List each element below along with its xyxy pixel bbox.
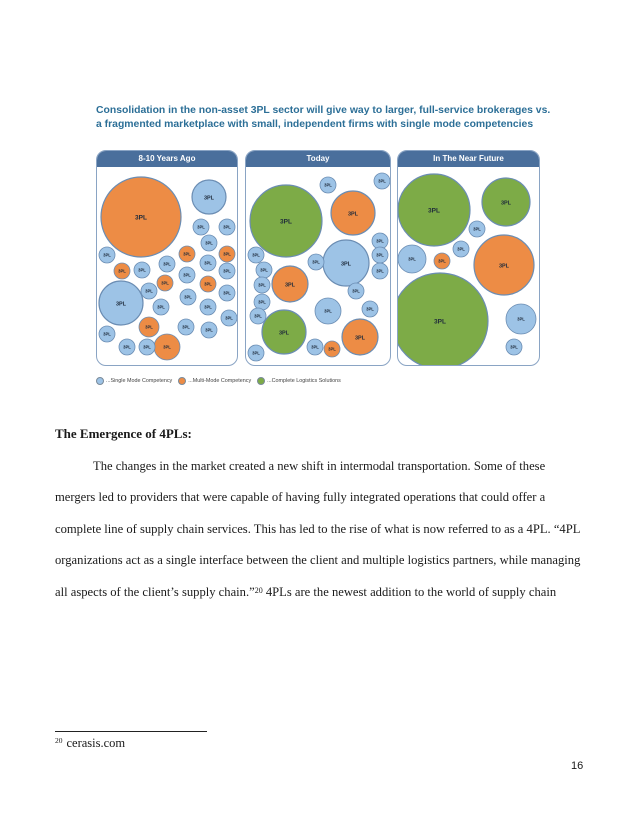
bubble-single (221, 310, 237, 326)
bubble-label: 3PL (203, 195, 215, 202)
bubble-label: 3PL (324, 308, 332, 314)
figure-legend (96, 375, 341, 387)
bubble-multi (200, 276, 216, 292)
bubble-single (372, 247, 388, 263)
bubble-single (348, 283, 364, 299)
bubble-single (201, 235, 217, 251)
bubble-single (200, 299, 216, 315)
bubble-label: 3PL (145, 324, 153, 330)
bubble-multi (219, 246, 235, 262)
bubble-label: 3PL (312, 259, 320, 265)
bubble-label: 3PL (205, 240, 213, 246)
figure-title-line-2: a fragmented marketplace with small, independent firms with single mode competencies (96, 119, 534, 130)
bubble-single (320, 177, 336, 193)
bubble-single (99, 247, 115, 263)
bubble-single (139, 339, 155, 355)
panel-bubbles (97, 167, 238, 365)
bubble-label: 3PL (457, 246, 465, 252)
bubble-single (219, 263, 235, 279)
bubble-label: 3PL (183, 251, 191, 257)
legend-complete-swatch (257, 377, 265, 385)
bubble-label: 3PL (354, 335, 366, 342)
bubble-label: 3PL (408, 256, 416, 262)
bubble-label: 3PL (163, 261, 171, 267)
bubble-label: 3PL (182, 324, 190, 330)
panel-title: Today (246, 151, 390, 167)
bubble-complete (250, 185, 322, 257)
paragraph-line: The changes in the market created a new shift in intermodal transportation. Some of these (93, 459, 546, 473)
bubble-multi (324, 341, 340, 357)
bubble-label: 3PL (135, 214, 147, 222)
bubble-label: 3PL (118, 268, 126, 274)
bubble-multi (474, 235, 534, 295)
bubble-single (99, 326, 115, 342)
bubble-label: 3PL (123, 344, 131, 350)
bubble-label: 3PL (473, 226, 481, 232)
bubble-multi (272, 266, 308, 302)
bubble-single (506, 304, 536, 334)
bubble-label: 3PL (428, 207, 440, 215)
panel-bubbles (398, 167, 540, 365)
bubble-single (159, 256, 175, 272)
bubble-single (453, 241, 469, 257)
bubble-single (119, 339, 135, 355)
page-number: 16 (571, 760, 584, 772)
paragraph-line: mergers led to providers that were capable of having fully integrated operations that could offer a (55, 490, 546, 505)
bubble-label: 3PL (252, 252, 260, 258)
bubble-label: 3PL (278, 330, 290, 337)
bubble-label: 3PL (352, 288, 360, 294)
body-paragraph (55, 451, 585, 608)
bubble-single (134, 262, 150, 278)
bubble-label: 3PL (103, 252, 111, 258)
bubble-label: 3PL (284, 282, 296, 289)
bubble-label: 3PL (225, 315, 233, 321)
bubble-label: 3PL (340, 261, 352, 268)
bubble-single (506, 339, 522, 355)
panel-title: In The Near Future (398, 151, 539, 167)
bubble-single (307, 339, 323, 355)
bubble-label: 3PL (204, 281, 212, 287)
bubble-label: 3PL (376, 268, 384, 274)
bubble-label: 3PL (197, 224, 205, 230)
bubble-multi (114, 263, 130, 279)
footnote (55, 736, 125, 751)
bubble-label: 3PL (280, 218, 292, 226)
bubble-complete (398, 273, 488, 365)
bubble-label: 3PL (161, 280, 169, 286)
bubble-single (141, 283, 157, 299)
paragraph-line: complete line of supply chain services. This has led to the rise of what is now referred to as a 4PL. “4PL (55, 521, 581, 536)
footnote-text: cerasis.com (66, 736, 126, 750)
bubble-label: 3PL (376, 238, 384, 244)
bubble-multi (154, 334, 180, 360)
bubble-label: 3PL (223, 268, 231, 274)
bubble-label: 3PL (347, 211, 359, 218)
bubble-label: 3PL (204, 304, 212, 310)
legend-single-label: ...Single Mode Competency (106, 378, 173, 384)
bubble-label: 3PL (103, 331, 111, 337)
figure-title-line-1: Consolidation in the non-asset 3PL sector will give way to larger, full-service brokerages vs. (96, 105, 551, 116)
bubble-label: 3PL (328, 346, 336, 352)
bubble-label: 3PL (204, 260, 212, 266)
bubble-single (219, 285, 235, 301)
bubble-single (193, 219, 209, 235)
section-heading: The Emergence of 4PLs: (55, 426, 192, 441)
last-line-after: 4PLs are the newest addition to the world of supply chain (262, 584, 557, 599)
panel-today (245, 150, 391, 366)
bubble-complete (482, 178, 530, 226)
bubble-label: 3PL (205, 327, 213, 333)
bubble-label: 3PL (434, 318, 446, 326)
last-line-before: all aspects of the client’s supply chain.” (55, 584, 255, 599)
bubble-single (180, 289, 196, 305)
bubble-label: 3PL (163, 344, 171, 350)
bubble-single (254, 294, 270, 310)
bubble-single (372, 263, 388, 279)
legend-multi-label: ...Multi-Mode Competency (188, 378, 252, 384)
legend-complete (257, 377, 341, 385)
bubble-label: 3PL (498, 263, 510, 270)
bubble-label: 3PL (138, 267, 146, 273)
bubble-complete (262, 310, 306, 354)
bubble-single (200, 255, 216, 271)
bubble-label: 3PL (258, 282, 266, 288)
panel-title: 8-10 Years Ago (97, 151, 237, 167)
bubble-label: 3PL (438, 258, 446, 264)
bubble-multi (101, 177, 181, 257)
bubble-single (469, 221, 485, 237)
figure-title (96, 104, 551, 132)
bubble-single (250, 308, 266, 324)
bubble-multi (331, 191, 375, 235)
bubble-single (179, 267, 195, 283)
bubble-label: 3PL (115, 301, 127, 308)
bubble-single (192, 180, 226, 214)
bubble-label: 3PL (157, 304, 165, 310)
bubble-single (374, 173, 390, 189)
panel-near-future (397, 150, 540, 366)
bubble-label: 3PL (223, 251, 231, 257)
bubble-label: 3PL (183, 272, 191, 278)
bubble-label: 3PL (510, 344, 518, 350)
panel-bubbles (246, 167, 391, 365)
bubble-label: 3PL (500, 200, 512, 207)
bubble-label: 3PL (254, 313, 262, 319)
bubble-single (256, 262, 272, 278)
bubble-complete (398, 174, 470, 246)
legend-complete-label: ...Complete Logistics Solutions (267, 378, 341, 384)
footnote-marker: 20 (55, 736, 63, 745)
footnote-ref: 20 (254, 585, 263, 595)
bubble-single (315, 298, 341, 324)
bubble-label: 3PL (252, 350, 260, 356)
bubble-single (219, 219, 235, 235)
legend-single-swatch (96, 377, 104, 385)
paragraph-line: organizations act as a single interface between the client and multiple logistics partners, while managing (55, 553, 581, 568)
bubble-label: 3PL (378, 178, 386, 184)
bubble-label: 3PL (260, 267, 268, 273)
bubble-multi (179, 246, 195, 262)
legend-multi (178, 377, 251, 385)
bubble-single (248, 247, 264, 263)
bubble-single (248, 345, 264, 361)
bubble-label: 3PL (223, 224, 231, 230)
footnote-divider (55, 731, 207, 732)
bubble-label: 3PL (311, 344, 319, 350)
bubble-label: 3PL (366, 306, 374, 312)
bubble-label: 3PL (517, 316, 525, 322)
bubble-label: 3PL (223, 290, 231, 296)
bubble-single (153, 299, 169, 315)
bubble-label: 3PL (376, 252, 384, 258)
bubble-multi (342, 319, 378, 355)
bubble-single (201, 322, 217, 338)
bubble-label: 3PL (145, 288, 153, 294)
bubble-single (254, 277, 270, 293)
bubble-multi (139, 317, 159, 337)
bubble-label: 3PL (143, 344, 151, 350)
panel-8-10-years-ago (96, 150, 238, 366)
bubble-label: 3PL (258, 299, 266, 305)
bubble-single (362, 301, 378, 317)
bubble-single (398, 245, 426, 273)
paragraph-last-line (55, 577, 585, 608)
bubble-multi (157, 275, 173, 291)
legend-multi-swatch (178, 377, 186, 385)
bubble-label: 3PL (184, 294, 192, 300)
bubble-single (308, 254, 324, 270)
bubble-label: 3PL (324, 182, 332, 188)
bubble-single (323, 240, 369, 286)
bubble-single (99, 281, 143, 325)
bubble-single (178, 319, 194, 335)
bubble-multi (434, 253, 450, 269)
legend-single (96, 377, 172, 385)
